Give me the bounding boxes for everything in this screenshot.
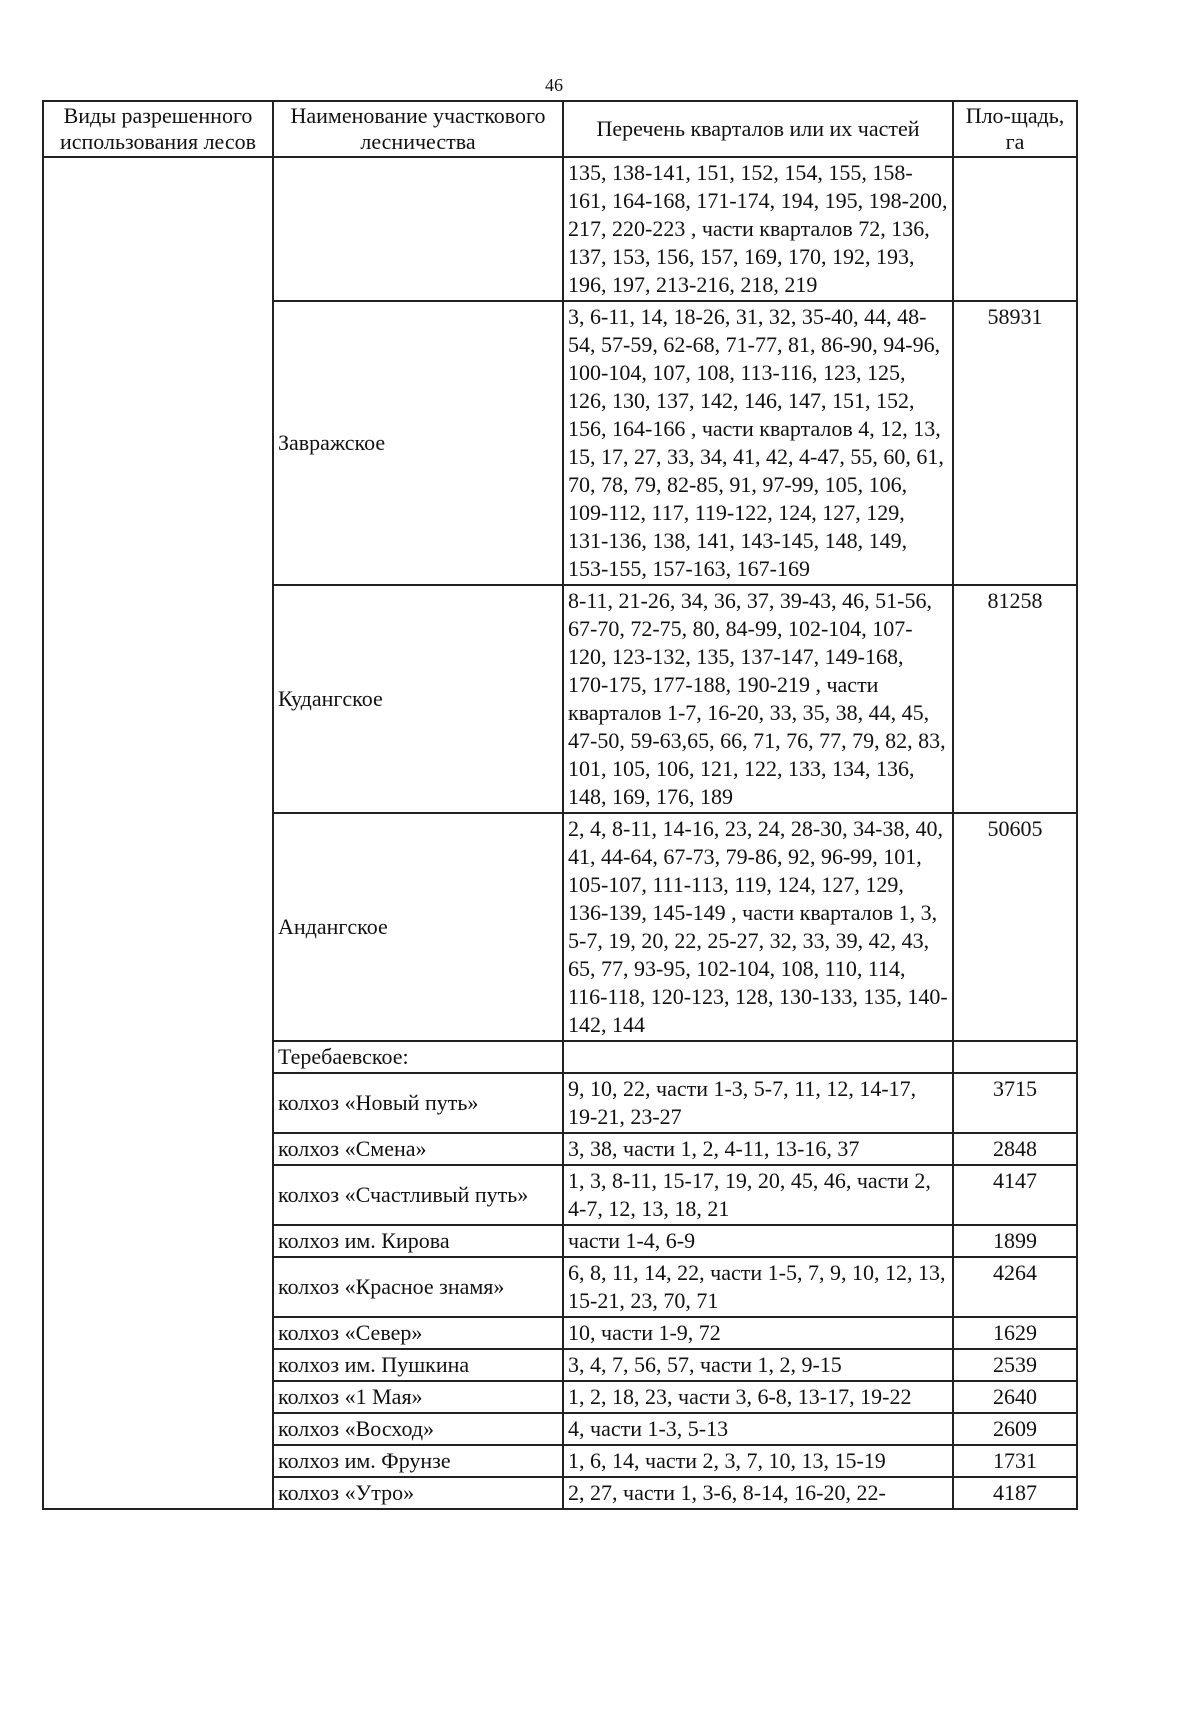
forestry-name-cell: колхоз им. Пушкина	[273, 1349, 563, 1381]
quarters-cell: 9, 10, 22, части 1-3, 5-7, 11, 12, 14-17, 19-21, 23-27	[563, 1073, 953, 1133]
area-cell: 58931	[953, 301, 1077, 585]
area-cell	[953, 157, 1077, 301]
use-type-cell	[43, 157, 273, 1509]
table-body	[43, 157, 1077, 1509]
quarters-cell: 8-11, 21-26, 34, 36, 37, 39-43, 46, 51-56, 67-70, 72-75, 80, 84-99, 102-104, 107-120, 123-132, 135, 137-147, 149-168, 170-175, 177-188, 190-219 , части кварталов 1-7, 16-20, 33, 35, 38, 44, 45, 47-50, 59-63,65, 66, 71, 76, 77, 79, 82, 83, 101, 105, 106, 121, 122, 133, 134, 136, 148, 169, 176, 189	[563, 585, 953, 813]
forestry-name-cell: Кудангское	[273, 585, 563, 813]
area-cell: 3715	[953, 1073, 1077, 1133]
forestry-name-cell: колхоз «Восход»	[273, 1413, 563, 1445]
quarters-cell: 3, 4, 7, 56, 57, части 1, 2, 9-15	[563, 1349, 953, 1381]
forestry-name-cell: колхоз им. Фрунзе	[273, 1445, 563, 1477]
header-quarters: Перечень кварталов или их частей	[563, 101, 953, 157]
forestry-name-cell: колхоз им. Кирова	[273, 1225, 563, 1257]
area-cell: 2609	[953, 1413, 1077, 1445]
area-cell: 2848	[953, 1133, 1077, 1165]
forestry-name-cell: колхоз «Утро»	[273, 1477, 563, 1509]
area-cell: 2539	[953, 1349, 1077, 1381]
quarters-cell: 3, 6-11, 14, 18-26, 31, 32, 35-40, 44, 48-54, 57-59, 62-68, 71-77, 81, 86-90, 94-96, 100-104, 107, 108, 113-116, 123, 125, 126, 130, 137, 142, 146, 147, 151, 152, 156, 164-166 , части кварталов 4, 12, 13, 15, 17, 27, 33, 34, 41, 42, 4-47, 55, 60, 61, 70, 78, 79, 82-85, 91, 97-99, 105, 106, 109-112, 117, 119-122, 124, 127, 129, 131-136, 138, 141, 143-145, 148, 149, 153-155, 157-163, 167-169	[563, 301, 953, 585]
area-cell: 50605	[953, 813, 1077, 1041]
area-cell: 1731	[953, 1445, 1077, 1477]
page-number: 46	[545, 75, 563, 95]
area-cell: 81258	[953, 585, 1077, 813]
quarters-cell: 1, 6, 14, части 2, 3, 7, 10, 13, 15-19	[563, 1445, 953, 1477]
forestry-name-cell: колхоз «Красное знамя»	[273, 1257, 563, 1317]
forestry-name-cell: колхоз «Новый путь»	[273, 1073, 563, 1133]
quarters-cell: части 1-4, 6-9	[563, 1225, 953, 1257]
forest-use-table	[42, 100, 1078, 1510]
quarters-cell: 6, 8, 11, 14, 22, части 1-5, 7, 9, 10, 12, 13, 15-21, 23, 70, 71	[563, 1257, 953, 1317]
header-use-type: Виды разрешенного использования лесов	[43, 101, 273, 157]
area-cell: 2640	[953, 1381, 1077, 1413]
quarters-cell: 3, 38, части 1, 2, 4-11, 13-16, 37	[563, 1133, 953, 1165]
quarters-cell: 4, части 1-3, 5-13	[563, 1413, 953, 1445]
area-cell: 1899	[953, 1225, 1077, 1257]
quarters-cell: 135, 138-141, 151, 152, 154, 155, 158-161, 164-168, 171-174, 194, 195, 198-200, 217, 220-223 , части кварталов 72, 136, 137, 153, 156, 157, 169, 170, 192, 193, 196, 197, 213-216, 218, 219	[563, 157, 953, 301]
area-cell	[953, 1041, 1077, 1073]
quarters-cell: 2, 4, 8-11, 14-16, 23, 24, 28-30, 34-38, 40, 41, 44-64, 67-73, 79-86, 92, 96-99, 101, 105-107, 111-113, 119, 124, 127, 129, 136-139, 145-149 , части кварталов 1, 3, 5-7, 19, 20, 22, 25-27, 32, 33, 39, 42, 43, 65, 77, 93-95, 102-104, 108, 110, 114, 116-118, 120-123, 128, 130-133, 135, 140-142, 144	[563, 813, 953, 1041]
quarters-cell: 1, 2, 18, 23, части 3, 6-8, 13-17, 19-22	[563, 1381, 953, 1413]
area-cell: 4187	[953, 1477, 1077, 1509]
header-forestry: Наименование участкового лесничества	[273, 101, 563, 157]
forestry-name-cell: колхоз «Смена»	[273, 1133, 563, 1165]
table-header-row	[43, 101, 1077, 157]
forestry-name-cell: колхоз «Север»	[273, 1317, 563, 1349]
area-cell: 4264	[953, 1257, 1077, 1317]
quarters-cell: 2, 27, части 1, 3-6, 8-14, 16-20, 22-	[563, 1477, 953, 1509]
forestry-name-cell: Завражское	[273, 301, 563, 585]
forestry-name-cell: колхоз «Счастливый путь»	[273, 1165, 563, 1225]
area-cell: 4147	[953, 1165, 1077, 1225]
header-area: Пло-щадь, га	[953, 101, 1077, 157]
forestry-name-cell: колхоз «1 Мая»	[273, 1381, 563, 1413]
forestry-name-cell: Теребаевское:	[273, 1041, 563, 1073]
forestry-name-cell	[273, 157, 563, 301]
area-cell: 1629	[953, 1317, 1077, 1349]
quarters-cell	[563, 1041, 953, 1073]
table-row	[43, 157, 1077, 301]
forestry-name-cell: Андангское	[273, 813, 563, 1041]
quarters-cell: 1, 3, 8-11, 15-17, 19, 20, 45, 46, части 2, 4-7, 12, 13, 18, 21	[563, 1165, 953, 1225]
quarters-cell: 10, части 1-9, 72	[563, 1317, 953, 1349]
